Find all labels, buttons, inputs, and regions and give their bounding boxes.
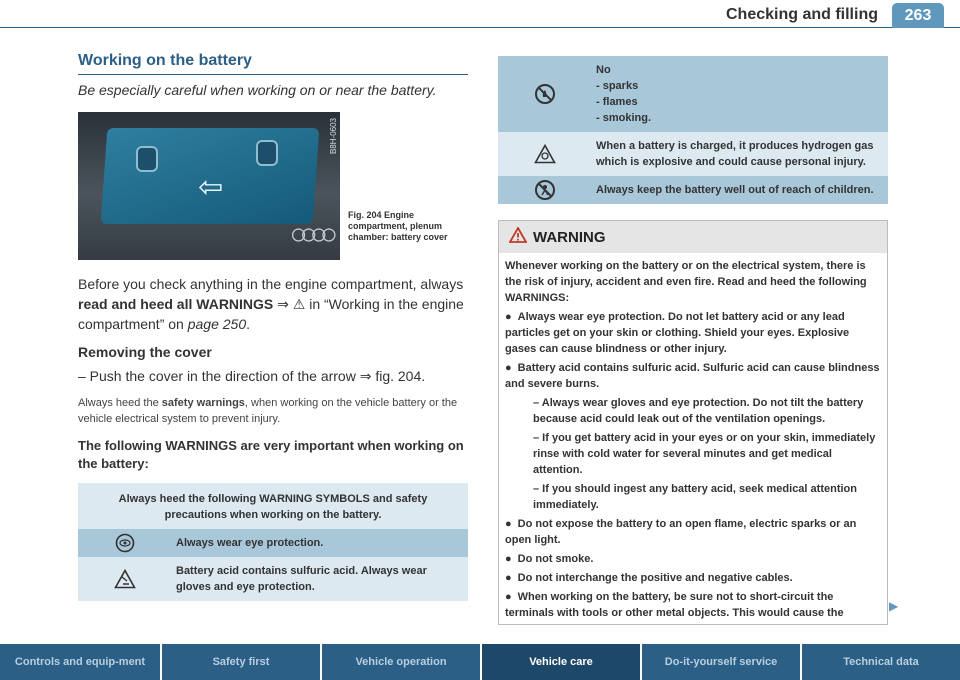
nav-tab-vehicle-care[interactable]: Vehicle care	[482, 644, 642, 680]
warning-symbols-table-continued	[498, 56, 888, 204]
warning-bullet: ● Do not expose the battery to an open flame, electric sparks or an open light.	[505, 518, 857, 546]
page-title: Working on the battery	[78, 52, 468, 75]
header-rule	[0, 27, 960, 28]
nav-tab-safety[interactable]: Safety first	[162, 644, 322, 680]
intro-paragraph: Before you check anything in the engine compartment, always read and heed all WARNINGS ⇒ ⚠ in “Working in the engine compartment” on page 250.	[78, 276, 464, 332]
symbols-table-header: Always heed the following WARNING SYMBOLS and safety precautions when working on the battery.	[78, 483, 468, 529]
step-push-cover: – Push the cover in the direction of the arrow ⇒ fig. 204.	[78, 368, 426, 384]
symbol-row	[498, 56, 888, 132]
nav-tab-diy-service[interactable]: Do-it-yourself service	[642, 644, 802, 680]
keep-away-children-icon	[498, 176, 592, 204]
page-number: 263	[892, 3, 944, 28]
symbol-text: Always wear eye protection.	[176, 537, 324, 549]
warning-intro: Whenever working on the battery or on the electrical system, there is the risk of injury, accident and even fire. Read and heed the following WARNINGS:	[505, 260, 867, 304]
hydrogen-text: When a battery is charged, it produces hydrogen gas which is explosive and could cause personal injury.	[596, 140, 874, 168]
warning-bullet: ● Always wear eye protection. Do not let battery acid or any lead particles get on your skin or clothing. Shield your eyes. Explosive gases can cause blindness or other injury.	[505, 311, 850, 355]
chapter-nav	[0, 644, 960, 680]
warning-bullet: ● Battery acid contains sulfuric acid. Sulfuric acid can cause blindness and severe burns.	[505, 362, 880, 390]
warning-sub-item: – Always wear gloves and eye protection. Do not tilt the battery because acid could leak out of the ventilation openings.	[533, 397, 864, 425]
nav-tab-technical-data[interactable]: Technical data	[802, 644, 960, 680]
warning-header	[499, 221, 887, 253]
warning-bullet: ● When working on the battery, be sure not to short-circuit the terminals with tools or other metal objects. This would cause the	[505, 591, 844, 619]
symbol-row	[78, 557, 468, 601]
figure-caption: Fig. 204 Engine compartment, plenum chamber: battery cover	[348, 210, 448, 242]
symbol-row	[498, 176, 888, 204]
section-title: Checking and filling	[725, 6, 878, 23]
warning-bullet: ● Do not smoke.	[505, 553, 594, 565]
safety-note: Always heed the safety warnings, when working on the vehicle battery or the vehicle electrical system to prevent injury.	[78, 397, 458, 425]
figure-code: B8H-0603	[329, 118, 338, 155]
warning-sub-item: – If you should ingest any battery acid, seek medical attention immediately.	[533, 483, 857, 511]
important-warnings-heading: The following WARNINGS are very important when working on the battery:	[78, 438, 464, 471]
left-column	[78, 52, 468, 601]
nav-tab-controls[interactable]: Controls and equip-ment	[0, 644, 162, 680]
symbol-row	[498, 132, 888, 176]
cover-latch	[256, 140, 278, 166]
warning-sub-item: – If you get battery acid in your eyes or on your skin, immediately rinse with cold water for several minutes and get medical attention.	[533, 432, 876, 476]
warnings-emphasis: read and heed all WARNINGS	[78, 296, 274, 312]
removing-cover-heading: Removing the cover	[78, 344, 212, 360]
warning-symbols-table	[78, 483, 468, 601]
brand-rings-icon: ○○○○	[289, 218, 330, 251]
warning-bullet: ● Do not interchange the positive and negative cables.	[505, 572, 793, 584]
figure	[78, 112, 468, 260]
warning-box	[498, 220, 888, 625]
symbol-text: Battery acid contains sulfuric acid. Always wear gloves and eye protection.	[176, 565, 427, 593]
no-sparks-text: No - sparks - flames - smoking.	[596, 64, 652, 124]
battery-cover-photo	[78, 112, 340, 260]
children-text: Always keep the battery well out of reach of children.	[596, 184, 874, 196]
acid-warning-icon	[78, 557, 172, 601]
subtitle: Be especially careful when working on or near the battery.	[78, 82, 437, 98]
eye-protection-icon	[78, 529, 172, 557]
no-fire-icon	[498, 56, 592, 132]
explosion-warning-icon	[498, 132, 592, 176]
nav-tab-operation[interactable]: Vehicle operation	[322, 644, 482, 680]
direction-arrow-icon: ⇦	[198, 171, 224, 204]
warning-title: WARNING	[533, 228, 606, 246]
symbol-row	[78, 529, 468, 557]
continue-arrow-icon: ▶	[889, 599, 899, 613]
page-reference-link[interactable]: page 250	[187, 316, 247, 332]
warning-triangle-icon	[509, 227, 527, 247]
warning-body	[499, 253, 887, 621]
right-column	[498, 56, 888, 625]
cover-latch	[136, 146, 158, 172]
